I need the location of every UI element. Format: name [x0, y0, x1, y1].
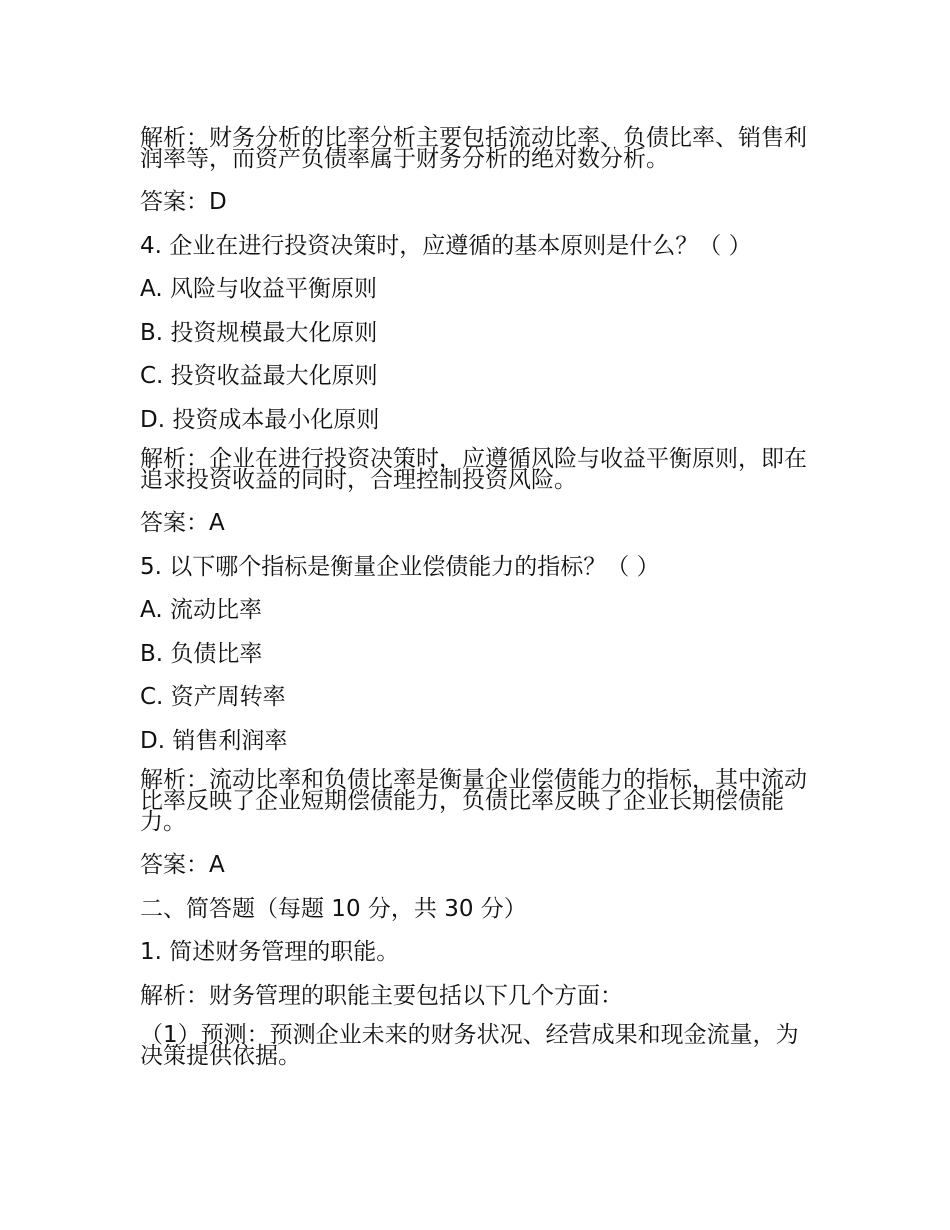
option-b: B. 投资规模最大化原则 [140, 319, 378, 346]
document-body [140, 125, 820, 1085]
option-d: D. 投资成本最小化原则 [140, 406, 380, 433]
option-a: A. 风险与收益平衡原则 [140, 276, 377, 302]
option-b: B. 负债比率 [140, 640, 263, 667]
analysis-paragraph: 解析：财务分析的比率分析主要包括流动比率、负债比率、销售利润率等，而资产负债率属于财务分析的绝对数分析。 [140, 125, 807, 172]
answer-line: 答案：A [140, 510, 225, 536]
option-d: D. 销售利润率 [140, 727, 288, 754]
answer-line: 答案：A [140, 852, 225, 878]
section-heading: 二、简答题（每题 10 分，共 30 分） [140, 895, 527, 922]
option-c: C. 投资收益最大化原则 [140, 363, 378, 389]
question-5: 5. 以下哪个指标是衡量企业偿债能力的指标？（ ） [140, 553, 660, 580]
option-c: C. 资产周转率 [140, 684, 286, 710]
analysis-paragraph: 解析：流动比率和负债比率是衡量企业偿债能力的指标，其中流动比率反映了企业短期偿债能力，负债比率反映了企业长期偿债能力。 [140, 767, 807, 835]
answer-line: 答案：D [140, 189, 227, 215]
question-4: 4. 企业在进行投资决策时，应遵循的基本原则是什么？（ ） [140, 232, 752, 259]
analysis-paragraph: 解析：企业在进行投资决策时，应遵循风险与收益平衡原则，即在追求投资收益的同时，合理控制投资风险。 [140, 446, 807, 493]
analysis-point: （1）预测：预测企业未来的财务状况、经营成果和现金流量，为决策提供依据。 [140, 1022, 799, 1069]
analysis-intro: 解析：财务管理的职能主要包括以下几个方面： [140, 982, 623, 1009]
option-a: A. 流动比率 [140, 597, 262, 623]
question-1: 1. 简述财务管理的职能。 [140, 939, 400, 965]
